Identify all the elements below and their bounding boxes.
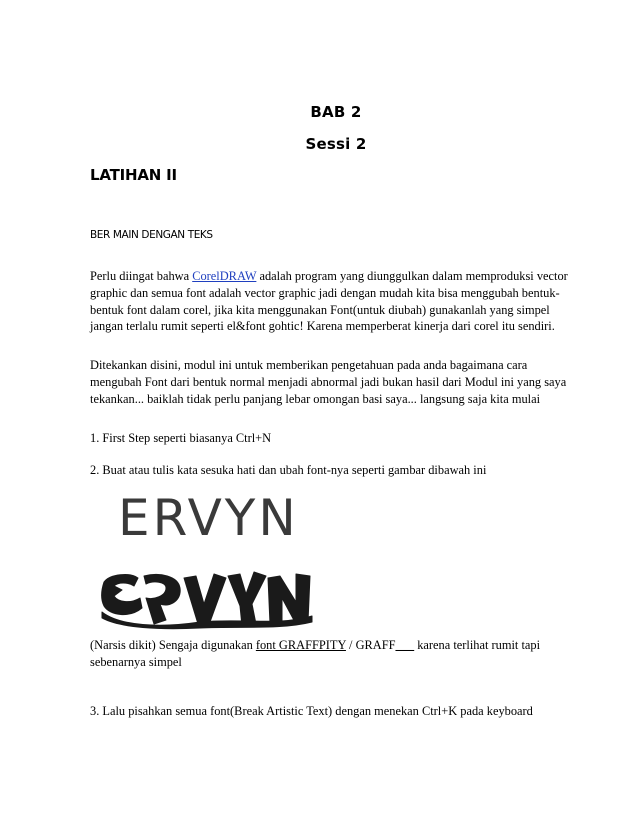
step-3-text: 3. Lalu pisahkan semua font(Break Artistic Text) dengan menekan Ctrl+K pada keyboard (90, 704, 533, 718)
emphasis-paragraph (90, 357, 570, 407)
narsis-text-end: karena terlihat rumit tapi sebenarnya simpel (90, 638, 541, 669)
session-heading: Sessi 2 (305, 135, 367, 153)
plain-font-example: ERVYN (118, 489, 299, 547)
intro-text-start: Perlu diingat bahwa (90, 269, 193, 283)
intro-text-end: adalah program yang diunggulkan dalam memproduksi vector graphic dan semua font adalah vector graphic jadi dengan mudah kita bisa menggubah bentuk-bentuk font dalam corel, jika kita menggunakan Font(untuk diubah) gunakanlah yang simpel jangan terlalu rumit seperti el&font gohtic! Karena memperberat kinerja dari corel itu sendiri. (90, 269, 568, 334)
exercise-title: LATIHAN II (90, 166, 177, 184)
step-1 (90, 430, 570, 447)
chapter-heading: BAB 2 (310, 103, 362, 121)
step-1-text: 1. First Step seperti biasanya Ctrl+N (90, 431, 272, 445)
step-2-text: 2. Buat atau tulis kata sesuka hati dan ubah font-nya seperti gambar dibawah ini (90, 463, 487, 477)
narsis-text-start: (Narsis dikit) Sengaja digunakan (90, 638, 256, 652)
font-name-underlined: font GRAFFPITY (255, 638, 346, 652)
exercise-subtitle: BER MAIN DENGAN TEKS (90, 229, 213, 241)
narsis-paragraph (90, 637, 570, 671)
emphasis-text: Ditekankan disini, modul ini untuk memberikan pengetahuan pada anda bagaimana cara mengubah Font dari bentuk normal menjadi abnormal jadi bukan hasil dari Modul ini yang saya tekankan... baiklah tidak perlu panjang lebar omongan basi saya... langsung saja kita mulai (90, 358, 567, 406)
step-3 (90, 703, 570, 720)
graffiti-font-image (100, 568, 315, 630)
font-name-blank: ___ (395, 638, 415, 652)
intro-paragraph (90, 268, 570, 335)
step-2 (90, 462, 570, 479)
narsis-text-middle: / GRAFF (345, 638, 396, 652)
coreldraw-link[interactable]: CorelDRAW (192, 269, 257, 283)
